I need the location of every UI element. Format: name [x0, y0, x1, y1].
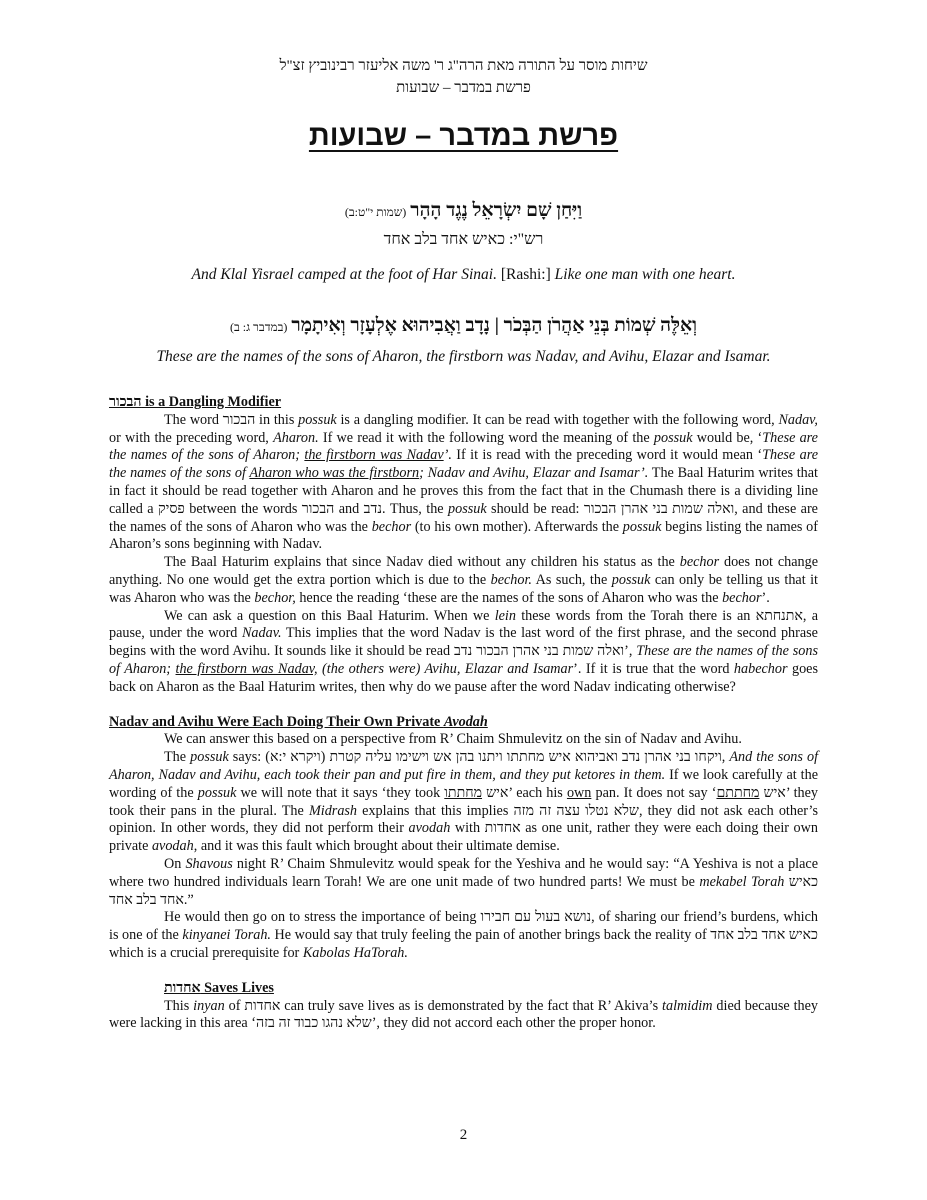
paragraph-1: The word הבכור in this possuk is a dangling modifier. It can be read with together with the following word, Nadav, or with the preceding word, Aharon. If we read it with the following word the meaning of the possuk would be, ‘These are the names of the sons of Aharon; the firstborn was Nadav’. If it is read with the preceding word it would mean ‘These are the names of the sons of Aharon who was the firstborn; Nadav and Avihu, Elazar and Isamar’. The Baal Haturim writes that in fact it should be read together with Aharon and he proves this from the fact that in the Chumash there is a dividing line called a פסיק between the words הבכור and נדב. Thus, the possuk should be read: ואלה שמות בני אהרן הבכור, and these are the names of the sons of Aharon who was the bechor (to his own mother). Afterwards the possuk begins listing the names of Aharon’s sons beginning with Nadav. — [109, 411, 819, 553]
section2-heading-italic: Avodah — [443, 713, 488, 730]
verse1-english-b: Like one man with one heart. — [554, 266, 736, 283]
section3-heading-text: Saves Lives — [200, 979, 274, 996]
paragraph-5: The possuk says: (ויקרא י:א) ויקחו בני אהרן נדב ואביהוא איש מחתתו ויתנו בהן אש וישימו עליה קטרת, And the sons of Aharon, Nadav and Avihu, each took their pan and put fire in them, and they put ketores in them. If we look carefully at the wording of the possuk we will note that it says ‘they took איש מחתתו ’ each his own pan. It does not say ‘ איש מחתתם ’ they took their pans in the plural. The Midrash explains that this implies שלא נטלו עצה זה מזה, they did not ask each other’s opinion. In other words, they did not perform their avodah with אחדות as one unit, rather they were each doing their own private avodah, and it was this fault which brought about their ultimate demise. — [109, 749, 819, 855]
verse1-reference: (שמות י"ט:ב) — [344, 205, 407, 219]
verse1-english-a: And Klal Yisrael camped at the foot of Har Sinai. — [191, 266, 497, 283]
rashi-comment: רש"י: כאיש אחד בלב אחד — [383, 231, 544, 248]
page-number: 2 — [459, 1127, 468, 1143]
paragraph-8: This inyan of אחדות can truly save lives as is demonstrated by the fact that R’ Akiva’s talmidim died because they were lacking in this area ‘שלא נהגו כבוד זה בזה’, they did not accord each other the proper honor. — [109, 997, 818, 1032]
verse2-translation: These are the names of the sons of Aharon, the firstborn was Nadav, and Avihu, Elazar and Isamar. — [156, 348, 771, 365]
paragraph-6: On Shavous night R’ Chaim Shmulevitz would speak for the Yeshiva and he would say: “A Yeshiva is not a place where two hundred individuals learn Torah! We are one unit made of two hundred parts! We must be mekabel Torah כאיש אחד בלב אחד.” — [109, 855, 819, 908]
section-heading-dangling-modifier — [109, 394, 818, 412]
verse2-hebrew: וְאֵלֶּה שְׁמוֹת בְּנֵי אַהֲרֹן הַבְּכֹר | נָדָב וַאֲבִיהוּא אֶלְעָזָר וְאִיתָמָר — [291, 315, 698, 336]
section-heading-achdus — [109, 980, 818, 998]
section-heading-nadav-avihu — [109, 714, 818, 732]
verse2 — [0, 315, 927, 337]
paragraph-4: We can answer this based on a perspective from R’ Chaim Shmulevitz on the sin of Nadav and Avihu. — [164, 731, 742, 748]
section3-heading-hebrew: אחדות — [164, 979, 201, 996]
verse1-hebrew: וַיִּחַן שָׁם יִשְׂרָאֵל נֶגֶד הָהָר — [410, 200, 583, 221]
section1-heading-text: is a Dangling Modifier — [141, 394, 282, 410]
paragraph-3: We can ask a question on this Baal Haturim. When we lein these words from the Torah there is an אתנחתא, a pause, under the word Nadav. This implies that the word Nadav is the last word of the first phrase, and the second phrase begins with the word Avihu. It sounds like it should be read ואלה שמות בני אהרן הבכור נדב’, These are the names of the sons of Aharon; the firstborn was Nadav, (the others were) Avihu, Elazar and Isamar’. If it is true that the word habechor goes back on Aharon as the Baal Haturim writes, then why do we pause after the word Nadav indicating otherwise? — [109, 607, 818, 695]
running-header-line1: שיחות מוסר על התורה מאת הרה"ג ר' משה אליעזר רבינוביץ זצ"ל — [279, 58, 648, 74]
paragraph-2: The Baal Haturim explains that since Nadav died without any children his status as the bechor does not change anything. No one would get the extra portion which is due to the bechor. As such, the possuk can only be telling us that it was Aharon who was the bechor, hence the reading ‘these are the names of the sons of Aharon who was the bechor’. — [109, 554, 819, 606]
verse1 — [0, 200, 927, 222]
verse1-translation — [0, 266, 927, 284]
page-title: פרשת במדבר – שבועות — [308, 120, 619, 152]
paragraph-7: He would then go on to stress the importance of being נושא בעול עם חבירו, of sharing our friend’s burdens, which is one of the kinyanei Torah. He would say that truly feeling the pain of another brings back the reality of כאיש אחד בלב אחד which is a crucial prerequisite for Kabolas HaTorah. — [109, 909, 818, 961]
verse1-english-rashi: [Rashi:] — [500, 266, 551, 283]
running-header-line2: פרשת במדבר – שבועות — [396, 80, 531, 96]
section2-heading-text: Nadav and Avihu Were Each Doing Their Own Private — [109, 713, 444, 730]
section1-heading-hebrew: הבכור — [109, 394, 142, 410]
article-body — [109, 394, 818, 1033]
verse2-reference: (במדבר ג: ב) — [229, 320, 288, 334]
